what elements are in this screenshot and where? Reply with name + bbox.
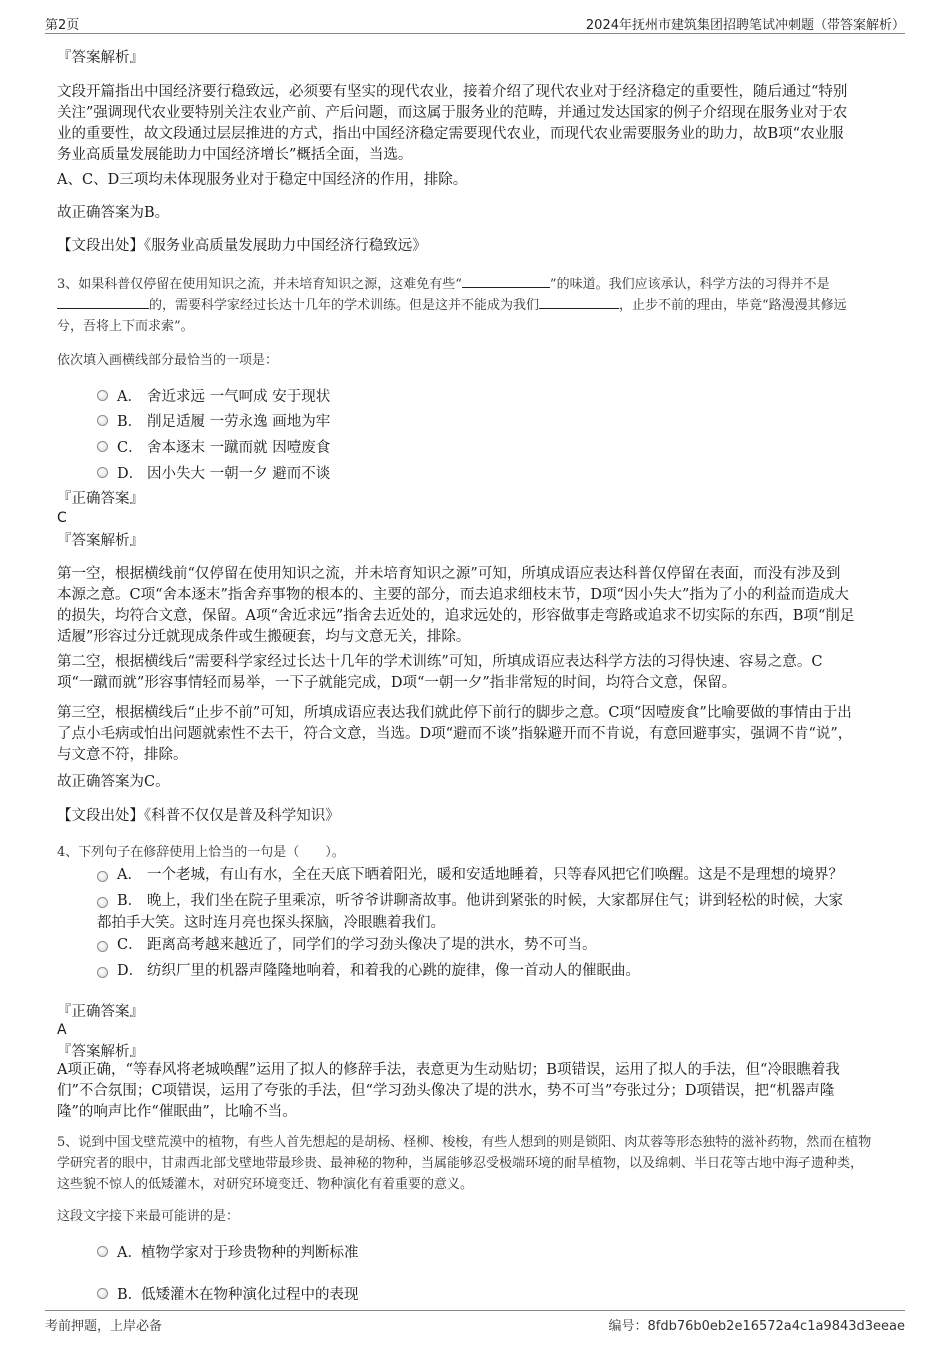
q4-analysis (57, 1060, 897, 1123)
q3-option-c[interactable] (97, 435, 330, 457)
q4-question: 4、下列句子在修辞使用上恰当的一句是（ ）。 (57, 845, 345, 860)
q3-blank-1 (462, 275, 550, 288)
radio-icon[interactable] (97, 897, 108, 908)
q4-answer: A (57, 1022, 67, 1038)
q2-source: 【文段出处】《服务业高质量发展助力中国经济行稳致远》 (57, 238, 427, 254)
q4-answer-tag: 『正确答案』 (57, 1004, 144, 1020)
q3-text: ”的味道。我们应该承认，科学方法的习得并不是 (549, 277, 830, 292)
option-text: 一个老城，有山有水，全在天底下晒着阳光，暖和安适地睡着，只等春风把它们唤醒。这是不是理想的境界？ (147, 867, 843, 883)
option-text: 因小失大 一朝一夕 避而不谈 (147, 465, 331, 482)
q3-analysis-para-2 (57, 652, 897, 694)
q3-text: 兮，吾将上下而求索”。 (57, 319, 194, 334)
analysis-line: 第三空，根据横线后“止步不前”可知，所填成语应表达我们就此停下前行的脚步之意。C项“因噎废食”比喻要做的事情由于出 (57, 705, 852, 721)
option-text: 都拍手大笑。这时连月亮也探头探脑，冷眼瞧着我们。 (97, 915, 445, 931)
footer-code-label: 编号： (608, 1319, 648, 1334)
q3-blank-3 (539, 296, 619, 309)
q5-line: 学研究者的眼中，甘肃西北部戈壁地带最珍贵、最神秘的物种，当属能够忍受极端环境的耐旱植物，以及绵刺、半日花等古地中海孑遗种类， (57, 1156, 864, 1171)
analysis-line: 第一空，根据横线前“仅停留在使用知识之流，并未培育知识之源”可知，所填成语应表达科普仅停留在表面，而没有涉及到 (57, 566, 841, 582)
option-letter: B． (117, 893, 143, 909)
radio-icon[interactable] (97, 441, 108, 452)
page-number: 第2页 (45, 18, 80, 33)
analysis-line: 项“一蹴而就”形容事情轻而易举，一下子就能完成，D项“一朝一夕”指非常短的时间，均符合文意，保留。 (57, 675, 737, 691)
q3-answer: C (57, 510, 67, 526)
analysis-line: 了点小毛病或怕出问题就索性不去干，符合文意，当选。D项“避而不谈”指躲避开而不肯说，有意回避事实，强调不肯“说”， (57, 726, 853, 742)
q5-line: 5、说到中国戈壁荒漠中的植物，有些人首先想起的是胡杨、柽柳、梭梭，有些人想到的则是锁阳、肉苁蓉等形态独特的滋补药物，然而在植物 (57, 1135, 872, 1150)
q2-analysis-line: 文段开篇指出中国经济要行稳致远，必须要有坚实的现代农业，接着介绍了现代农业对于经济稳定的重要性，随后通过“特别 (57, 84, 848, 100)
q4-option-a[interactable] (97, 865, 897, 886)
q4-option-b[interactable] (97, 891, 897, 934)
option-letter: A． (117, 867, 142, 883)
q5-option-b[interactable] (97, 1282, 359, 1304)
q3-option-a[interactable] (97, 384, 330, 406)
radio-icon[interactable] (97, 871, 108, 882)
q3-text: 3、如果科普仅停留在使用知识之流，并未培育知识之源，这难免有些“ (57, 277, 462, 292)
analysis-line: A项正确，“等春风将老城唤醒”运用了拟人的修辞手法，表意更为生动贴切；B项错误，运用了拟人的手法，但“冷眼瞧着我 (57, 1062, 840, 1078)
header-rule (45, 33, 905, 34)
q3-text: ，止步不前的理由，毕竟“路漫漫其修远 (619, 298, 847, 313)
radio-icon[interactable] (97, 967, 108, 978)
q2-conclusion: 故正确答案为B。 (57, 205, 170, 221)
option-letter: C． (117, 439, 143, 456)
footer-code-value: 8fdb76b0eb2e16572a4c1a9843d3eeae (647, 1319, 905, 1334)
option-letter: C． (117, 937, 143, 953)
option-text: 纺织厂里的机器声隆隆地响着，和着我的心跳的旋律，像一首动人的催眠曲。 (147, 963, 640, 979)
option-text: 舍本逐末 一蹴而就 因噎废食 (147, 439, 331, 456)
q3-analysis-para-1 (57, 564, 897, 648)
q3-question (57, 274, 907, 337)
q5-option-a[interactable] (97, 1240, 359, 1262)
option-letter: B． (117, 1286, 143, 1303)
option-letter: B． (117, 413, 143, 430)
q3-blank-2 (57, 296, 149, 309)
q3-option-d[interactable] (97, 461, 330, 483)
radio-icon[interactable] (97, 390, 108, 401)
radio-icon[interactable] (97, 415, 108, 426)
radio-icon[interactable] (97, 467, 108, 478)
footer-code (609, 1315, 906, 1334)
radio-icon[interactable] (97, 1246, 108, 1257)
q5-prompt: 这段文字接下来最可能讲的是： (57, 1209, 240, 1224)
q4-analysis-tag: 『答案解析』 (57, 1044, 144, 1060)
option-letter: A． (117, 1244, 142, 1261)
q4-option-c[interactable] (97, 935, 897, 956)
document-title: 2024年抚州市建筑集团招聘笔试冲刺题（带答案解析） (585, 18, 905, 33)
q3-answer-tag: 『正确答案』 (57, 491, 144, 507)
analysis-line: 第二空，根据横线后“需要科学家经过长达十几年的学术训练”可知，所填成语应表达科学方法的习得快速、容易之意。C (57, 654, 823, 670)
analysis-line: 的损失，均符合文意，保留。A项“舍近求远”指舍去近处的，追求远处的，形容做事走弯路或追求不切实际的东西，B项“削足 (57, 608, 855, 624)
analysis-line: 与文意不符，排除。 (57, 747, 188, 763)
option-letter: D． (117, 465, 144, 482)
q3-source: 【文段出处】《科普不仅仅是普及科学知识》 (57, 808, 340, 824)
option-text: 晚上，我们坐在院子里乘凉，听爷爷讲聊斋故事。他讲到紧张的时候，大家都屏住气；讲到轻松的时候，大家 (147, 893, 843, 909)
q2-analysis-line: 业的重要性，故文段通过层层推进的方式，指出中国经济稳定需要现代农业，而现代农业需要服务业的助力，故B项“农业服 (57, 126, 844, 142)
q5-line: 这些貌不惊人的低矮灌木，对研究环境变迁、物种演化有着重要的意义。 (57, 1177, 474, 1192)
analysis-line: 们”不合氛围；C项错误，运用了夸张的手法，但“学习劲头像决了堤的洪水，势不可当”夸张过分；D项错误，把“机器声隆 (57, 1083, 835, 1099)
radio-icon[interactable] (97, 941, 108, 952)
analysis-line: 隆”的响声比作“催眠曲”，比喻不当。 (57, 1104, 297, 1120)
q3-text: 的，需要科学家经过长达十几年的学术训练。但是这并不能成为我们 (149, 298, 540, 313)
q2-analysis-line: 关注”强调现代农业要特别关注农业产前、产后问题，而这属于服务业的范畴，并通过发达国家的例子介绍现在服务业对于农 (57, 105, 848, 121)
footer-rule (45, 1310, 905, 1311)
analysis-line: 本源之意。C项“舍本逐末”指舍弃事物的根本的、主要的部分，而去追求细枝末节，D项“因小失大”指为了小的利益而造成大 (57, 587, 849, 603)
q3-prompt: 依次填入画横线部分最恰当的一项是： (57, 353, 279, 368)
q2-analysis-line: 务业高质量发展能助力中国经济增长”概括全面，当选。 (57, 147, 413, 163)
q3-conclusion: 故正确答案为C。 (57, 774, 170, 790)
q2-analysis-tag: 『答案解析』 (57, 50, 144, 66)
radio-icon[interactable] (97, 1288, 108, 1299)
analysis-line: 适履”形容过分迁就现成条件或生搬硬套，均与文意无关，排除。 (57, 629, 471, 645)
q2-analysis (57, 82, 897, 166)
q3-analysis-tag: 『答案解析』 (57, 533, 144, 549)
option-text: 低矮灌木在物种演化过程中的表现 (141, 1286, 359, 1303)
option-letter: D． (117, 963, 144, 979)
option-text: 植物学家对于珍贵物种的判断标准 (141, 1244, 359, 1261)
option-text: 舍近求远 一气呵成 安于现状 (147, 388, 331, 405)
option-letter: A． (117, 388, 142, 405)
q2-exclude: A、C、D三项均未体现服务业对于稳定中国经济的作用，排除。 (57, 172, 468, 188)
q3-option-b[interactable] (97, 409, 330, 431)
q4-option-d[interactable] (97, 961, 897, 982)
q3-analysis-para-3 (57, 703, 897, 766)
footer-slogan: 考前押题，上岸必备 (45, 1319, 163, 1334)
option-text: 削足适履 一劳永逸 画地为牢 (147, 413, 331, 430)
q5-question (57, 1132, 907, 1195)
option-text: 距离高考越来越近了，同学们的学习劲头像决了堤的洪水，势不可当。 (147, 937, 597, 953)
